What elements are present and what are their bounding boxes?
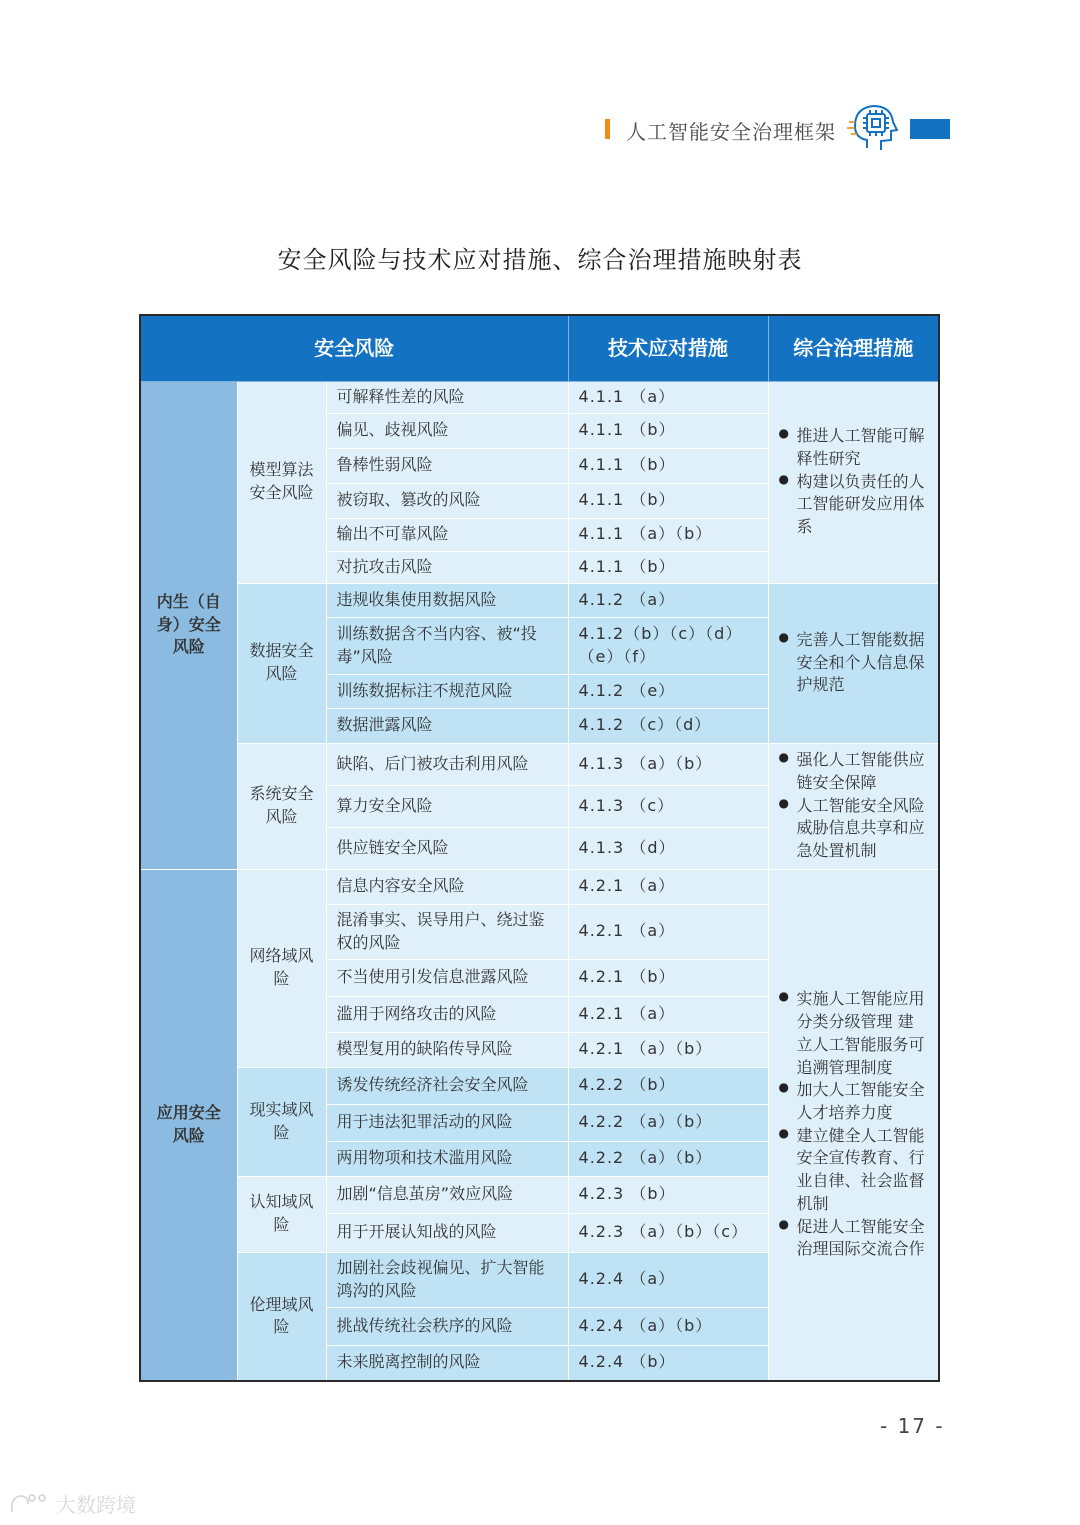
risk-cell: 可解释性差的风险: [326, 381, 568, 413]
table-header-row: [140, 315, 939, 381]
tech-cell: 4.1.2（b）（c）（d）（e）（f）: [568, 617, 768, 674]
tech-cell: 4.1.3 （c）: [568, 785, 768, 827]
gov-item: ● 促进人工智能安全治理国际交流合作: [779, 1216, 929, 1261]
table-row: [140, 869, 939, 904]
risk-mapping-table: [139, 314, 940, 1382]
tech-cell: 4.1.1 （b）: [568, 448, 768, 483]
risk-cell: 不当使用引发信息泄露风险: [326, 959, 568, 996]
col-header-tech: 技术应对措施: [568, 315, 768, 381]
tech-cell: 4.2.4 （a）: [568, 1252, 768, 1307]
risk-cell: 数据泄露风险: [326, 708, 568, 743]
tech-cell: 4.2.1 （a）（b）: [568, 1032, 768, 1067]
risk-cell: 对抗攻击风险: [326, 551, 568, 583]
header-accent-bar: [605, 119, 610, 139]
gov-cell: [768, 869, 939, 1381]
gov-item: ● 建立健全人工智能安全宣传教育、行业自律、社会监督机制: [779, 1125, 929, 1216]
col-header-gov: 综合治理措施: [768, 315, 939, 381]
risk-cell: 鲁棒性弱风险: [326, 448, 568, 483]
gov-cell: [768, 583, 939, 743]
risk-cell: 混淆事实、误导用户、绕过鉴权的风险: [326, 904, 568, 959]
tech-cell: 4.2.1 （a）: [568, 996, 768, 1032]
risk-cell: 偏见、歧视风险: [326, 413, 568, 448]
gov-cell: [768, 743, 939, 869]
tech-cell: 4.2.1 （b）: [568, 959, 768, 996]
tech-cell: 4.1.2 （c）（d）: [568, 708, 768, 743]
col-header-risk: 安全风险: [140, 315, 568, 381]
gov-item: ● 强化人工智能供应链安全保障: [779, 749, 929, 794]
risk-cell: 信息内容安全风险: [326, 869, 568, 904]
tech-cell: 4.1.3 （d）: [568, 827, 768, 869]
subgroup-label: 网络域风险: [237, 869, 326, 1067]
risk-cell: 训练数据标注不规范风险: [326, 674, 568, 708]
risk-cell: 用于开展认知战的风险: [326, 1213, 568, 1252]
subgroup-label: 伦理域风险: [237, 1252, 326, 1381]
tech-cell: 4.2.2 （a）（b）: [568, 1104, 768, 1141]
risk-cell: 被窃取、篡改的风险: [326, 483, 568, 518]
gov-item: ● 加大人工智能安全人才培养力度: [779, 1079, 929, 1124]
tech-cell: 4.2.2 （b）: [568, 1067, 768, 1104]
tech-cell: 4.2.3 （b）: [568, 1176, 768, 1213]
risk-cell: 输出不可靠风险: [326, 518, 568, 551]
tech-cell: 4.1.1 （b）: [568, 551, 768, 583]
group-label: 内生（自身）安全风险: [140, 381, 237, 869]
header-title: 人工智能安全治理框架: [626, 120, 836, 144]
gov-item: ● 实施人工智能应用分类分级管理 建立人工智能服务可追溯管理制度: [779, 988, 929, 1079]
risk-cell: 违规收集使用数据风险: [326, 583, 568, 617]
tech-cell: 4.1.2 （a）: [568, 583, 768, 617]
watermark-text: 大数跨境: [56, 1493, 136, 1517]
page-number: - 17 -: [880, 1414, 945, 1438]
gov-item: ● 人工智能安全风险威胁信息共享和应急处置机制: [779, 795, 929, 863]
table-row: [140, 583, 939, 617]
subgroup-label: 系统安全风险: [237, 743, 326, 869]
tech-cell: 4.2.4 （b）: [568, 1345, 768, 1381]
subgroup-label: 数据安全风险: [237, 583, 326, 743]
risk-cell: 未来脱离控制的风险: [326, 1345, 568, 1381]
subgroup-label: 模型算法安全风险: [237, 381, 326, 583]
ai-brain-icon: [845, 98, 901, 158]
watermark-logo-icon: [8, 1488, 148, 1520]
risk-cell: 模型复用的缺陷传导风险: [326, 1032, 568, 1067]
gov-cell: [768, 381, 939, 583]
table-row: [140, 743, 939, 785]
risk-cell: 两用物项和技术滥用风险: [326, 1141, 568, 1176]
tech-cell: 4.1.1 （b）: [568, 483, 768, 518]
risk-cell: 加剧“信息茧房”效应风险: [326, 1176, 568, 1213]
tech-cell: 4.2.1 （a）: [568, 869, 768, 904]
tech-cell: 4.1.2 （e）: [568, 674, 768, 708]
tech-cell: 4.1.1 （a）: [568, 381, 768, 413]
tech-cell: 4.2.4 （a）（b）: [568, 1307, 768, 1345]
risk-cell: 诱发传统经济社会安全风险: [326, 1067, 568, 1104]
group-label: 应用安全风险: [140, 869, 237, 1381]
risk-cell: 供应链安全风险: [326, 827, 568, 869]
subgroup-label: 认知域风险: [237, 1176, 326, 1252]
gov-item: ● 完善人工智能数据安全和个人信息保护规范: [779, 629, 929, 697]
header-accent-block: [910, 119, 950, 139]
tech-cell: 4.1.3 （a）（b）: [568, 743, 768, 785]
risk-cell: 滥用于网络攻击的风险: [326, 996, 568, 1032]
table-row: [140, 381, 939, 413]
table-title: 安全风险与技术应对措施、综合治理措施映射表: [277, 246, 803, 274]
tech-cell: 4.1.1 （a）（b）: [568, 518, 768, 551]
risk-cell: 训练数据含不当内容、被“投毒”风险: [326, 617, 568, 674]
tech-cell: 4.2.1 （a）: [568, 904, 768, 959]
risk-cell: 算力安全风险: [326, 785, 568, 827]
risk-cell: 用于违法犯罪活动的风险: [326, 1104, 568, 1141]
risk-cell: 挑战传统社会秩序的风险: [326, 1307, 568, 1345]
gov-item: ● 推进人工智能可解释性研究: [779, 425, 929, 470]
risk-cell: 加剧社会歧视偏见、扩大智能鸿沟的风险: [326, 1252, 568, 1307]
gov-item: ● 构建以负责任的人工智能研发应用体系: [779, 471, 929, 539]
tech-cell: 4.2.3 （a）（b）（c）: [568, 1213, 768, 1252]
tech-cell: 4.1.1 （b）: [568, 413, 768, 448]
risk-cell: 缺陷、后门被攻击利用风险: [326, 743, 568, 785]
subgroup-label: 现实域风险: [237, 1067, 326, 1176]
tech-cell: 4.2.2 （a）（b）: [568, 1141, 768, 1176]
